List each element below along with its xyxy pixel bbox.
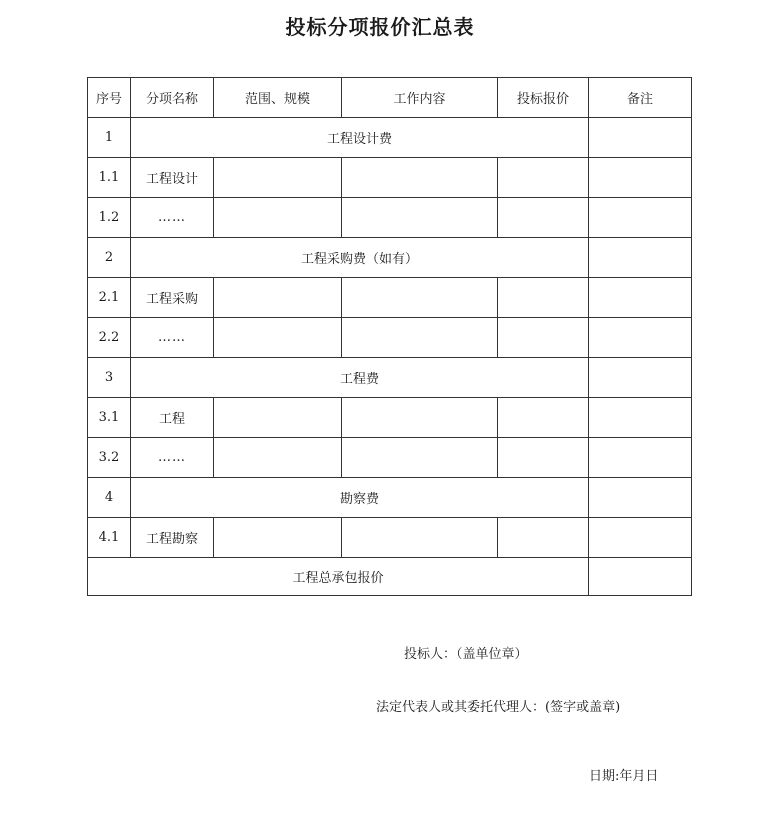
table-row xyxy=(88,318,692,358)
section-row xyxy=(88,358,692,398)
section-no: 4 xyxy=(88,478,131,518)
remarks-cell[interactable] xyxy=(589,318,692,358)
total-label: 工程总承包报价 xyxy=(88,558,589,596)
work-content-cell[interactable] xyxy=(342,278,498,318)
remarks-cell[interactable] xyxy=(589,478,692,518)
bid-price-cell[interactable] xyxy=(498,438,589,478)
item-name: 工程采购 xyxy=(131,278,214,318)
work-content-cell[interactable] xyxy=(342,158,498,198)
item-name: …… xyxy=(131,198,214,238)
item-no: 2.1 xyxy=(88,278,131,318)
work-content-cell[interactable] xyxy=(342,438,498,478)
remarks-cell[interactable] xyxy=(589,558,692,596)
bid-price-cell[interactable] xyxy=(498,398,589,438)
item-name: 工程 xyxy=(131,398,214,438)
item-no: 4.1 xyxy=(88,518,131,558)
section-no: 2 xyxy=(88,238,131,278)
document-title: 投标分项报价汇总表 xyxy=(285,15,475,39)
table-row xyxy=(88,278,692,318)
remarks-cell[interactable] xyxy=(589,358,692,398)
date-line: 日期:年月日 xyxy=(589,769,659,784)
section-row xyxy=(88,238,692,278)
work-content-cell[interactable] xyxy=(342,398,498,438)
bid-summary-table xyxy=(87,77,692,596)
header-cell-remarks: 备注 xyxy=(589,78,692,118)
remarks-cell[interactable] xyxy=(589,518,692,558)
header-cell-item-name: 分项名称 xyxy=(131,78,214,118)
table-row xyxy=(88,518,692,558)
scope-cell[interactable] xyxy=(214,158,342,198)
scope-cell[interactable] xyxy=(214,398,342,438)
table-row xyxy=(88,438,692,478)
section-no: 3 xyxy=(88,358,131,398)
bid-price-cell[interactable] xyxy=(498,318,589,358)
table-row xyxy=(88,198,692,238)
item-no: 2.2 xyxy=(88,318,131,358)
table-row xyxy=(88,398,692,438)
scope-cell[interactable] xyxy=(214,198,342,238)
scope-cell[interactable] xyxy=(214,518,342,558)
section-no: 1 xyxy=(88,118,131,158)
bid-price-cell[interactable] xyxy=(498,518,589,558)
remarks-cell[interactable] xyxy=(589,238,692,278)
work-content-cell[interactable] xyxy=(342,318,498,358)
representative-signature-line: 法定代表人或其委托代理人：(签字或盖章) xyxy=(376,700,621,715)
remarks-cell[interactable] xyxy=(589,438,692,478)
remarks-cell[interactable] xyxy=(589,278,692,318)
header-cell-bid-price: 投标报价 xyxy=(498,78,589,118)
bid-price-cell[interactable] xyxy=(498,278,589,318)
work-content-cell[interactable] xyxy=(342,518,498,558)
header-cell-no: 序号 xyxy=(88,78,131,118)
table-header-row xyxy=(88,78,692,118)
bid-price-cell[interactable] xyxy=(498,198,589,238)
section-name: 工程费 xyxy=(131,358,589,398)
section-name: 工程设计费 xyxy=(131,118,589,158)
remarks-cell[interactable] xyxy=(589,398,692,438)
scope-cell[interactable] xyxy=(214,438,342,478)
table-row xyxy=(88,158,692,198)
item-name: …… xyxy=(131,438,214,478)
scope-cell[interactable] xyxy=(214,278,342,318)
bid-price-cell[interactable] xyxy=(498,158,589,198)
remarks-cell[interactable] xyxy=(589,118,692,158)
header-cell-work-content: 工作内容 xyxy=(342,78,498,118)
item-no: 3.1 xyxy=(88,398,131,438)
item-no: 1.1 xyxy=(88,158,131,198)
remarks-cell[interactable] xyxy=(589,198,692,238)
header-cell-scope: 范围、规模 xyxy=(214,78,342,118)
item-name: 工程勘察 xyxy=(131,518,214,558)
remarks-cell[interactable] xyxy=(589,158,692,198)
item-name: 工程设计 xyxy=(131,158,214,198)
work-content-cell[interactable] xyxy=(342,198,498,238)
item-name: …… xyxy=(131,318,214,358)
item-no: 3.2 xyxy=(88,438,131,478)
section-row xyxy=(88,118,692,158)
section-name: 勘察费 xyxy=(131,478,589,518)
section-row xyxy=(88,478,692,518)
scope-cell[interactable] xyxy=(214,318,342,358)
item-no: 1.2 xyxy=(88,198,131,238)
section-name: 工程采购费（如有） xyxy=(131,238,589,278)
bidder-seal-line: 投标人：（盖单位章） xyxy=(404,647,528,662)
total-row xyxy=(88,558,692,596)
